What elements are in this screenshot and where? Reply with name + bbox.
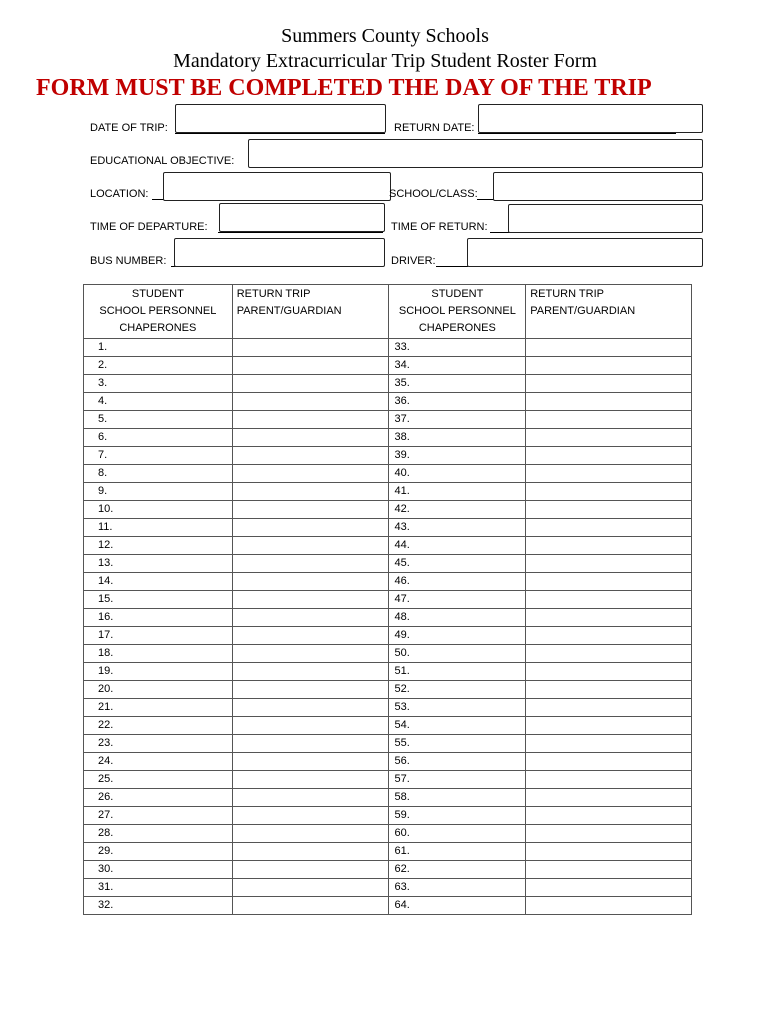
table-row: [84, 681, 692, 699]
time-of-return-field[interactable]: [508, 204, 703, 233]
return-date-underline: [478, 133, 676, 134]
student-entry-right[interactable]: 52.: [389, 681, 526, 699]
return-guardian-entry-right[interactable]: [526, 879, 692, 897]
return-header-line1: RETURN TRIP: [236, 288, 311, 300]
student-entry-left[interactable]: 9.: [84, 483, 233, 501]
return-guardian-entry-right[interactable]: [526, 591, 692, 609]
return-guardian-entry-left[interactable]: [232, 375, 389, 393]
student-entry-left[interactable]: 26.: [84, 789, 233, 807]
student-column-header-2: [389, 285, 526, 339]
driver-underline: [436, 266, 468, 267]
return-guardian-entry-left[interactable]: [232, 411, 389, 429]
student-entry-left[interactable]: 23.: [84, 735, 233, 753]
student-entry-left[interactable]: 16.: [84, 609, 233, 627]
table-row: [84, 339, 692, 357]
student-entry-right[interactable]: 53.: [389, 699, 526, 717]
table-row: [84, 771, 692, 789]
roster-table: [83, 284, 692, 915]
return-guardian-entry-left[interactable]: [232, 339, 389, 357]
student-entry-right[interactable]: 46.: [389, 573, 526, 591]
student-entry-right[interactable]: 54.: [389, 717, 526, 735]
return-guardian-entry-left[interactable]: [232, 771, 389, 789]
table-row: [84, 591, 692, 609]
date-of-trip-field[interactable]: [175, 104, 386, 133]
table-row: [84, 609, 692, 627]
location-label: LOCATION:: [90, 188, 149, 200]
student-entry-right[interactable]: 63.: [389, 879, 526, 897]
location-field[interactable]: [163, 172, 391, 201]
return-guardian-entry-left[interactable]: [232, 663, 389, 681]
return-guardian-entry-left[interactable]: [232, 735, 389, 753]
date-of-trip-label: DATE OF TRIP:: [90, 122, 168, 134]
return-guardian-entry-right[interactable]: [526, 825, 692, 843]
student-header-2-line1: STUDENT: [431, 288, 484, 300]
student-entry-right[interactable]: 37.: [389, 411, 526, 429]
student-header-2-line3: CHAPERONES: [418, 322, 496, 334]
student-entry-left[interactable]: 3.: [84, 375, 233, 393]
table-row: [84, 393, 692, 411]
table-row: [84, 483, 692, 501]
return-guardian-entry-right[interactable]: [526, 447, 692, 465]
return-guardian-entry-left[interactable]: [232, 609, 389, 627]
return-guardian-entry-left[interactable]: [232, 897, 389, 915]
return-guardian-entry-left[interactable]: [232, 537, 389, 555]
return-guardian-entry-left[interactable]: [232, 789, 389, 807]
return-guardian-entry-left[interactable]: [232, 393, 389, 411]
table-row: [84, 663, 692, 681]
student-entry-left[interactable]: 19.: [84, 663, 233, 681]
student-entry-right[interactable]: 51.: [389, 663, 526, 681]
driver-field[interactable]: [467, 238, 703, 267]
return-guardian-entry-left[interactable]: [232, 753, 389, 771]
return-trip-column-header: [232, 285, 389, 339]
return-guardian-entry-left[interactable]: [232, 447, 389, 465]
school-class-field[interactable]: [493, 172, 703, 201]
return-guardian-entry-right[interactable]: [526, 519, 692, 537]
table-row: [84, 879, 692, 897]
return-guardian-entry-right[interactable]: [526, 843, 692, 861]
return-guardian-entry-left[interactable]: [232, 591, 389, 609]
return-guardian-entry-right[interactable]: [526, 645, 692, 663]
return-guardian-entry-right[interactable]: [526, 897, 692, 915]
student-entry-left[interactable]: 24.: [84, 753, 233, 771]
student-column-header: [84, 285, 233, 339]
bus-number-label: BUS NUMBER:: [90, 255, 167, 267]
student-entry-right[interactable]: 60.: [389, 825, 526, 843]
table-row: [84, 519, 692, 537]
student-entry-right[interactable]: 47.: [389, 591, 526, 609]
return-guardian-entry-right[interactable]: [526, 609, 692, 627]
return-guardian-entry-left[interactable]: [232, 429, 389, 447]
return-date-field[interactable]: [478, 104, 703, 133]
return-guardian-entry-right[interactable]: [526, 573, 692, 591]
form-title: Mandatory Extracurricular Trip Student Roster Form: [173, 50, 597, 72]
return-guardian-entry-right[interactable]: [526, 771, 692, 789]
student-entry-right[interactable]: 40.: [389, 465, 526, 483]
time-of-departure-label: TIME OF DEPARTURE:: [90, 221, 208, 233]
student-entry-right[interactable]: 57.: [389, 771, 526, 789]
return-guardian-entry-right[interactable]: [526, 789, 692, 807]
student-entry-left[interactable]: 10.: [84, 501, 233, 519]
student-entry-left[interactable]: 1.: [84, 339, 233, 357]
time-of-return-label: TIME OF RETURN:: [391, 221, 488, 233]
return-guardian-entry-left[interactable]: [232, 861, 389, 879]
student-entry-left[interactable]: 8.: [84, 465, 233, 483]
student-entry-right[interactable]: 33.: [389, 339, 526, 357]
bus-number-field[interactable]: [174, 238, 385, 267]
return-guardian-entry-left[interactable]: [232, 357, 389, 375]
student-entry-right[interactable]: 41.: [389, 483, 526, 501]
educational-objective-field[interactable]: [248, 139, 703, 168]
return-guardian-entry-right[interactable]: [526, 393, 692, 411]
table-row: [84, 861, 692, 879]
student-entry-left[interactable]: 28.: [84, 825, 233, 843]
educational-objective-label: EDUCATIONAL OBJECTIVE:: [90, 155, 235, 167]
return-guardian-entry-right[interactable]: [526, 663, 692, 681]
return-guardian-entry-left[interactable]: [232, 501, 389, 519]
student-entry-left[interactable]: 29.: [84, 843, 233, 861]
roster-body: [84, 339, 692, 915]
table-row: [84, 699, 692, 717]
return-guardian-entry-left[interactable]: [232, 627, 389, 645]
table-row: [84, 357, 692, 375]
return-guardian-entry-left[interactable]: [232, 879, 389, 897]
return-guardian-entry-left[interactable]: [232, 555, 389, 573]
student-entry-right[interactable]: 58.: [389, 789, 526, 807]
table-row: [84, 555, 692, 573]
table-row: [84, 717, 692, 735]
student-entry-left[interactable]: 13.: [84, 555, 233, 573]
student-header-line2: SCHOOL PERSONNEL: [99, 305, 217, 317]
table-row: [84, 645, 692, 663]
student-header-line1: STUDENT: [131, 288, 184, 300]
table-row: [84, 807, 692, 825]
return-header-line2: PARENT/GUARDIAN: [236, 305, 342, 317]
student-entry-left[interactable]: 31.: [84, 879, 233, 897]
table-row: [84, 789, 692, 807]
return-guardian-entry-right[interactable]: [526, 357, 692, 375]
student-entry-left[interactable]: 2.: [84, 357, 233, 375]
student-entry-left[interactable]: 7.: [84, 447, 233, 465]
table-row: [84, 753, 692, 771]
return-guardian-entry-left[interactable]: [232, 717, 389, 735]
table-row: [84, 735, 692, 753]
student-entry-right[interactable]: 34.: [389, 357, 526, 375]
return-guardian-entry-right[interactable]: [526, 501, 692, 519]
return-header-2-line2: PARENT/GUARDIAN: [530, 305, 636, 317]
student-entry-right[interactable]: 49.: [389, 627, 526, 645]
student-entry-left[interactable]: 18.: [84, 645, 233, 663]
return-guardian-entry-left[interactable]: [232, 519, 389, 537]
return-guardian-entry-left[interactable]: [232, 645, 389, 663]
student-entry-left[interactable]: 12.: [84, 537, 233, 555]
time-of-departure-underline: [218, 232, 383, 233]
table-row: [84, 447, 692, 465]
student-entry-left[interactable]: 5.: [84, 411, 233, 429]
table-row: [84, 843, 692, 861]
return-guardian-entry-left[interactable]: [232, 807, 389, 825]
table-row: [84, 573, 692, 591]
return-guardian-entry-left[interactable]: [232, 573, 389, 591]
return-guardian-entry-right[interactable]: [526, 753, 692, 771]
student-entry-right[interactable]: 56.: [389, 753, 526, 771]
student-entry-right[interactable]: 50.: [389, 645, 526, 663]
roster-header-row: [84, 285, 692, 339]
return-header-2-line1: RETURN TRIP: [530, 288, 604, 300]
student-entry-left[interactable]: 14.: [84, 573, 233, 591]
student-entry-right[interactable]: 38.: [389, 429, 526, 447]
student-entry-left[interactable]: 6.: [84, 429, 233, 447]
student-entry-right[interactable]: 64.: [389, 897, 526, 915]
student-entry-left[interactable]: 17.: [84, 627, 233, 645]
return-guardian-entry-right[interactable]: [526, 411, 692, 429]
student-entry-right[interactable]: 35.: [389, 375, 526, 393]
student-entry-left[interactable]: 32.: [84, 897, 233, 915]
return-date-label: RETURN DATE:: [394, 122, 475, 134]
student-entry-right[interactable]: 48.: [389, 609, 526, 627]
return-guardian-entry-right[interactable]: [526, 483, 692, 501]
return-guardian-entry-left[interactable]: [232, 681, 389, 699]
return-guardian-entry-left[interactable]: [232, 699, 389, 717]
student-entry-right[interactable]: 44.: [389, 537, 526, 555]
return-guardian-entry-right[interactable]: [526, 735, 692, 753]
table-row: [84, 537, 692, 555]
table-row: [84, 411, 692, 429]
return-guardian-entry-right[interactable]: [526, 717, 692, 735]
student-entry-right[interactable]: 55.: [389, 735, 526, 753]
student-entry-left[interactable]: 11.: [84, 519, 233, 537]
student-entry-right[interactable]: 61.: [389, 843, 526, 861]
return-guardian-entry-right[interactable]: [526, 807, 692, 825]
student-entry-left[interactable]: 27.: [84, 807, 233, 825]
school-name: Summers County Schools: [281, 25, 489, 47]
return-guardian-entry-left[interactable]: [232, 465, 389, 483]
return-guardian-entry-right[interactable]: [526, 429, 692, 447]
student-entry-right[interactable]: 39.: [389, 447, 526, 465]
return-guardian-entry-left[interactable]: [232, 843, 389, 861]
return-guardian-entry-left[interactable]: [232, 825, 389, 843]
table-row: [84, 897, 692, 915]
student-entry-right[interactable]: 59.: [389, 807, 526, 825]
warning-banner: FORM MUST BE COMPLETED THE DAY OF THE TRIP: [36, 75, 652, 101]
student-entry-left[interactable]: 30.: [84, 861, 233, 879]
return-guardian-entry-right[interactable]: [526, 681, 692, 699]
return-guardian-entry-right[interactable]: [526, 465, 692, 483]
student-entry-right[interactable]: 43.: [389, 519, 526, 537]
return-guardian-entry-right[interactable]: [526, 339, 692, 357]
return-guardian-entry-right[interactable]: [526, 555, 692, 573]
student-entry-left[interactable]: 22.: [84, 717, 233, 735]
return-guardian-entry-right[interactable]: [526, 699, 692, 717]
school-class-label: SCHOOL/CLASS:: [389, 188, 478, 200]
driver-label: DRIVER:: [391, 255, 436, 267]
student-header-line3: CHAPERONES: [119, 322, 197, 334]
return-guardian-entry-left[interactable]: [232, 483, 389, 501]
student-header-2-line2: SCHOOL PERSONNEL: [398, 305, 516, 317]
student-entry-left[interactable]: 15.: [84, 591, 233, 609]
table-row: [84, 627, 692, 645]
student-entry-left[interactable]: 20.: [84, 681, 233, 699]
table-row: [84, 429, 692, 447]
time-of-departure-field[interactable]: [219, 203, 385, 232]
table-row: [84, 375, 692, 393]
student-entry-right[interactable]: 42.: [389, 501, 526, 519]
table-row: [84, 501, 692, 519]
date-of-trip-underline: [175, 133, 385, 134]
student-entry-left[interactable]: 21.: [84, 699, 233, 717]
student-entry-right[interactable]: 45.: [389, 555, 526, 573]
return-guardian-entry-right[interactable]: [526, 861, 692, 879]
return-guardian-entry-right[interactable]: [526, 537, 692, 555]
student-entry-left[interactable]: 4.: [84, 393, 233, 411]
return-trip-column-header-2: [526, 285, 692, 339]
table-row: [84, 465, 692, 483]
table-row: [84, 825, 692, 843]
return-guardian-entry-right[interactable]: [526, 375, 692, 393]
student-entry-right[interactable]: 36.: [389, 393, 526, 411]
student-entry-right[interactable]: 62.: [389, 861, 526, 879]
student-entry-left[interactable]: 25.: [84, 771, 233, 789]
return-guardian-entry-right[interactable]: [526, 627, 692, 645]
